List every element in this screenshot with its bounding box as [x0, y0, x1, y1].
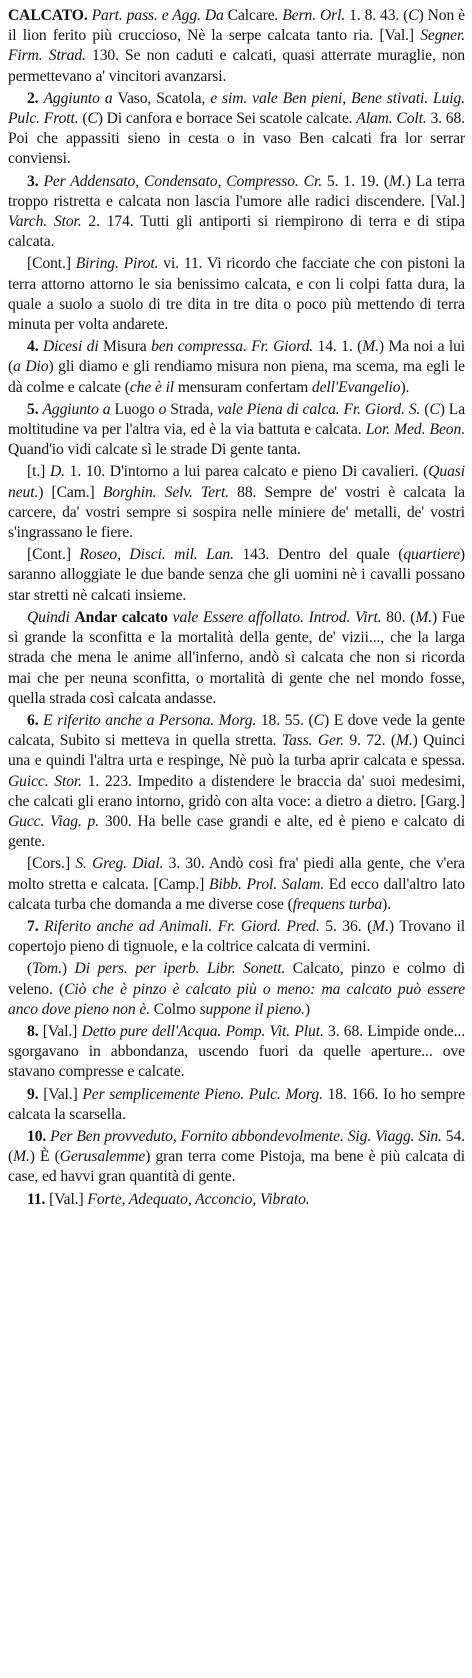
italic-text: M. [362, 338, 379, 356]
text-run: 3. 68. Limpide onde... sgorgavano in abbondanza, uscendo fuori da quelle aperture... ove stavano compresse e calcate. [8, 1022, 465, 1081]
text-run: Calcare [227, 7, 275, 24]
text-run: 5. 36. ( [319, 917, 373, 935]
bold-text: 2. [27, 89, 44, 107]
dictionary-entry-calcato [8, 6, 465, 1210]
italic-text: E riferito anche a Persona. Morg. [43, 711, 257, 729]
italic-text: a Dio [13, 358, 49, 376]
text-run: ). [382, 895, 392, 913]
text-run: ) La terra troppo ristretta e calcata non lascia l'umore alle radici discendere. [Val.] [8, 172, 466, 210]
text-run: 54. ( [8, 1127, 465, 1166]
italic-text: Aggiunto a [43, 89, 118, 107]
bold-text: 4. [27, 338, 43, 356]
italic-text: Per semplicemente Pieno. Pulc. Morg. [82, 1085, 323, 1103]
text-run: 9. 72. ( [343, 732, 396, 750]
text-run: Quand'io vidi calcate sì le strade Di gente tanta. [8, 441, 301, 459]
bold-text: 9. [27, 1085, 44, 1103]
text-run: Luogo [114, 400, 159, 418]
bold-text: Andar calcato [74, 608, 173, 626]
italic-text: , vale Piena di calca. Fr. Giord. S. [209, 400, 421, 418]
entry-headword-paragraph [8, 6, 465, 87]
sense-paragraph [8, 1190, 465, 1210]
bold-text: 11. [27, 1190, 50, 1208]
italic-text: Tom. [32, 960, 62, 978]
text-run: ) Fue sì grande la sconfitta e la mortalità della gente, de' vizii..., che la larga strada che mena le anime all'inferno, andò sì calcata che non si ricorda mai che per neuna sconfitta, o mortalità di gente che nel mondo fosse, quella strada così calcata andasse. [8, 608, 465, 707]
italic-text: Quindi [27, 608, 75, 626]
text-run: 18. 166. Io ho sempre calcata la scarsella. [8, 1085, 466, 1123]
italic-text: M. [389, 172, 406, 190]
italic-text: C [313, 711, 324, 729]
italic-text: Per Addensato, Condensato, Compresso. Cr. [43, 172, 322, 190]
text-run: 3. 30. Andò così fra' piedi alla gente, che v'era molto stretta e calcata. [Camp.] [8, 855, 465, 893]
italic-text: Ciò che è pinzo è calcato più o meno: ma calcato può essere anco dove pieno non è. [8, 980, 466, 1018]
sense-paragraph [8, 917, 465, 957]
sense-paragraph [8, 711, 465, 852]
italic-text: Lor. Med. Beon. [365, 421, 465, 439]
sense-paragraph [8, 1127, 465, 1188]
text-run: [Cors.] [27, 855, 76, 873]
sense-paragraph [8, 959, 465, 1020]
text-run: [Cont.] [27, 546, 80, 564]
italic-text: Guicc. Stor. [8, 772, 82, 790]
text-run: Vaso, Scatola [117, 89, 202, 107]
text-run: 5. 1. 19. ( [322, 172, 390, 190]
text-run: ) Ma noi a lui ( [8, 338, 466, 376]
text-run: 1. 223. Impedito a distendere le braccia da' suoi medesimi, che calcati gli erano intorno, gridò con alta voce: a dietro a dietro. [Garg.] [8, 772, 465, 810]
bold-text: 10. [27, 1127, 51, 1145]
italic-text: Quasi neut. [8, 463, 465, 501]
sense-paragraph [8, 89, 465, 170]
italic-text: dell'Evangelio [311, 378, 401, 396]
text-run: 18. 55. ( [256, 711, 314, 729]
italic-text: Borghin. Selv. Tert. [102, 483, 229, 501]
sense-paragraph [8, 854, 465, 915]
sense-paragraph [8, 172, 465, 253]
italic-text: Tass. Ger. [281, 732, 344, 750]
italic-text: Gucc. Viag. p. [8, 812, 100, 830]
italic-text: C [87, 110, 98, 128]
text-run: 2. 174. Tutti gli antiporti si riempirono di terra e di stipa calcata. [8, 213, 465, 251]
text-run: ) Non è il lion ferito più cruccioso, Nè la serpe calcata tanto ria. [Val.] [8, 7, 465, 45]
italic-text: Roseo, Disci. mil. Lan. [79, 546, 234, 564]
text-run: Calcato, pinzo e colmo di veleno. ( [8, 960, 465, 998]
bold-text: 5. [27, 400, 43, 418]
text-run: ( [27, 960, 33, 978]
text-run: ) La moltitudine va per l'altra via, ed è la via battuta e calcata. [8, 400, 466, 439]
italic-text: Part. pass. e Agg. Da [91, 7, 228, 24]
bold-text: 7. [27, 917, 45, 935]
text-run: 130. Se non caduti e calcati, quasi atterrate muraglie, non permettevano a' vincitori avanzarsi. [8, 47, 465, 85]
text-run: mensuram confertam [177, 378, 312, 396]
italic-text: Gerusalemme [59, 1148, 146, 1166]
text-run: ) gli diamo e gli rendiamo misura non piena, ma scema, ma egli le dà colme e calcate ( [8, 358, 465, 396]
text-run: ) E dove vede la gente calcata, Subito si metteva in quella stretta. [8, 711, 466, 750]
text-run: ) saranno alloggiate le due bande senza che gli uomini nè i cavalli possano star stretti nè calcati insieme. [8, 546, 465, 604]
italic-text: vale Essere affollato. Introd. Virt. [172, 608, 382, 626]
italic-text: M. [395, 732, 413, 750]
text-run: ) Quinci una e quindi l'altra urta e respinge, Nè può la turba aprir calcata e spessa. [8, 732, 465, 770]
text-run: ( [78, 110, 88, 128]
italic-text: Varch. Stor. [8, 213, 82, 231]
italic-text: M. [415, 608, 433, 626]
text-run: vi. 11. Vi ricordo che facciate che con pistoni la terra attorno attorno le sia benissimo calcata, e con li colpi fatta dura, la quale a suolo a suolo di tre dita in tre dita o poco più mettendo di terra minuta per volta andarete. [8, 255, 465, 334]
sense-paragraph [8, 545, 465, 606]
sense-paragraph [8, 337, 465, 398]
text-run: 1. 10. D'intorno a lui parea calcato e pieno Di cavalieri. ( [64, 463, 429, 481]
text-run: 143. Dentro del quale ( [233, 546, 404, 564]
text-run: ) gran terra come Pistoja, ma bene è più calcata di case, ed havvi gran quantità di gente. [8, 1148, 465, 1186]
text-run: ) Di canfora e borrace Sei scatole calcate. [97, 110, 357, 128]
text-run: ) [Cam.] [38, 483, 103, 501]
italic-text: D. [49, 463, 65, 481]
text-run: 1. 8. 43. ( [349, 7, 409, 24]
bold-text: 6. [27, 711, 44, 729]
italic-text: M. [372, 917, 389, 935]
italic-text: quartiere [403, 546, 460, 564]
italic-text: , e sim. vale Ben pieni, Bene stivati. Luig. Pulc. Frott. [8, 89, 466, 128]
text-run: Strada [170, 400, 210, 418]
italic-text: S. Greg. Dial. [75, 855, 164, 873]
italic-text: . Bern. Orl. [274, 7, 350, 24]
italic-text: Dicesi di [42, 338, 104, 356]
italic-text: Segner. Firm. Strad. [8, 27, 465, 65]
italic-text: frequens turba [292, 895, 383, 913]
italic-text: M. [13, 1148, 30, 1166]
italic-text: ben compressa. Fr. Giord. [151, 338, 314, 356]
italic-text: Alam. Colt. [356, 110, 427, 128]
text-run: Ed ecco dall'altro lato calcata turba che domanda a me diverse cose ( [8, 875, 465, 913]
text-run: Misura [103, 338, 152, 356]
text-run: ) È ( [29, 1148, 60, 1166]
italic-text: o [158, 400, 171, 418]
sense-paragraph [8, 462, 465, 543]
italic-text: che è il [129, 378, 178, 396]
italic-text: Detto pure dell'Acqua. Pomp. Vit. Plut. [81, 1022, 324, 1040]
sense-paragraph [8, 608, 465, 709]
text-run: ) Trovano il copertojo pieno di tignuole, e la coltrice calcata di vermini. [8, 917, 466, 956]
text-run: [Val.] [49, 1190, 88, 1208]
text-run: 80. ( [381, 608, 416, 626]
text-run: [Val.] [42, 1022, 82, 1040]
italic-text: suppone il pieno. [199, 1000, 305, 1018]
text-run: 14. 1. ( [313, 338, 363, 356]
italic-text: Riferito anche ad Animali. Fr. Giord. Pred. [44, 917, 320, 935]
sense-paragraph [8, 1022, 465, 1083]
text-run: 88. Sempre de' vostri è calcata la carcere, da' vostri sempre si sospira nelle miniere de' metalli, de' vostri s'ingrassano le fiere. [8, 483, 465, 542]
bold-text: 8. [27, 1022, 43, 1040]
italic-text: Aggiunto a [42, 400, 115, 418]
text-run: Colmo [150, 1000, 200, 1018]
italic-text: Di pers. per iperb. Libr. Sonett. [74, 960, 286, 978]
text-run: 3. 68. Poi che appassiti sieno in cesta o in vaso Ben calcati fra lor serrar conviensi. [8, 110, 465, 168]
sense-paragraph [8, 254, 465, 335]
bold-text: 3. [27, 172, 44, 190]
bold-text: CALCATO. [8, 7, 92, 24]
italic-text: Per Ben provveduto, Fornito abbondevolmente. Sig. Viagg. Sin. [50, 1127, 442, 1145]
italic-text: Bibb. Prol. Salam. [208, 875, 325, 893]
italic-text: Biring. Pirot. [75, 255, 159, 273]
sense-paragraph [8, 400, 465, 461]
text-run: ) [304, 1000, 310, 1018]
italic-text: C [429, 400, 440, 418]
italic-text: C [408, 7, 419, 24]
text-run: [Val.] [43, 1085, 83, 1103]
sense-paragraph [8, 1085, 465, 1125]
text-run: [t.] [27, 463, 50, 481]
italic-text: Forte, Adequato, Acconcio, Vibrato. [87, 1190, 310, 1208]
text-run: [Cont.] [27, 255, 76, 273]
text-run: ( [420, 400, 430, 418]
text-run: 300. Ha belle case grandi e alte, ed è pieno e calcato di gente. [8, 812, 465, 851]
text-run: ) [61, 960, 75, 978]
text-run: ). [400, 378, 410, 396]
